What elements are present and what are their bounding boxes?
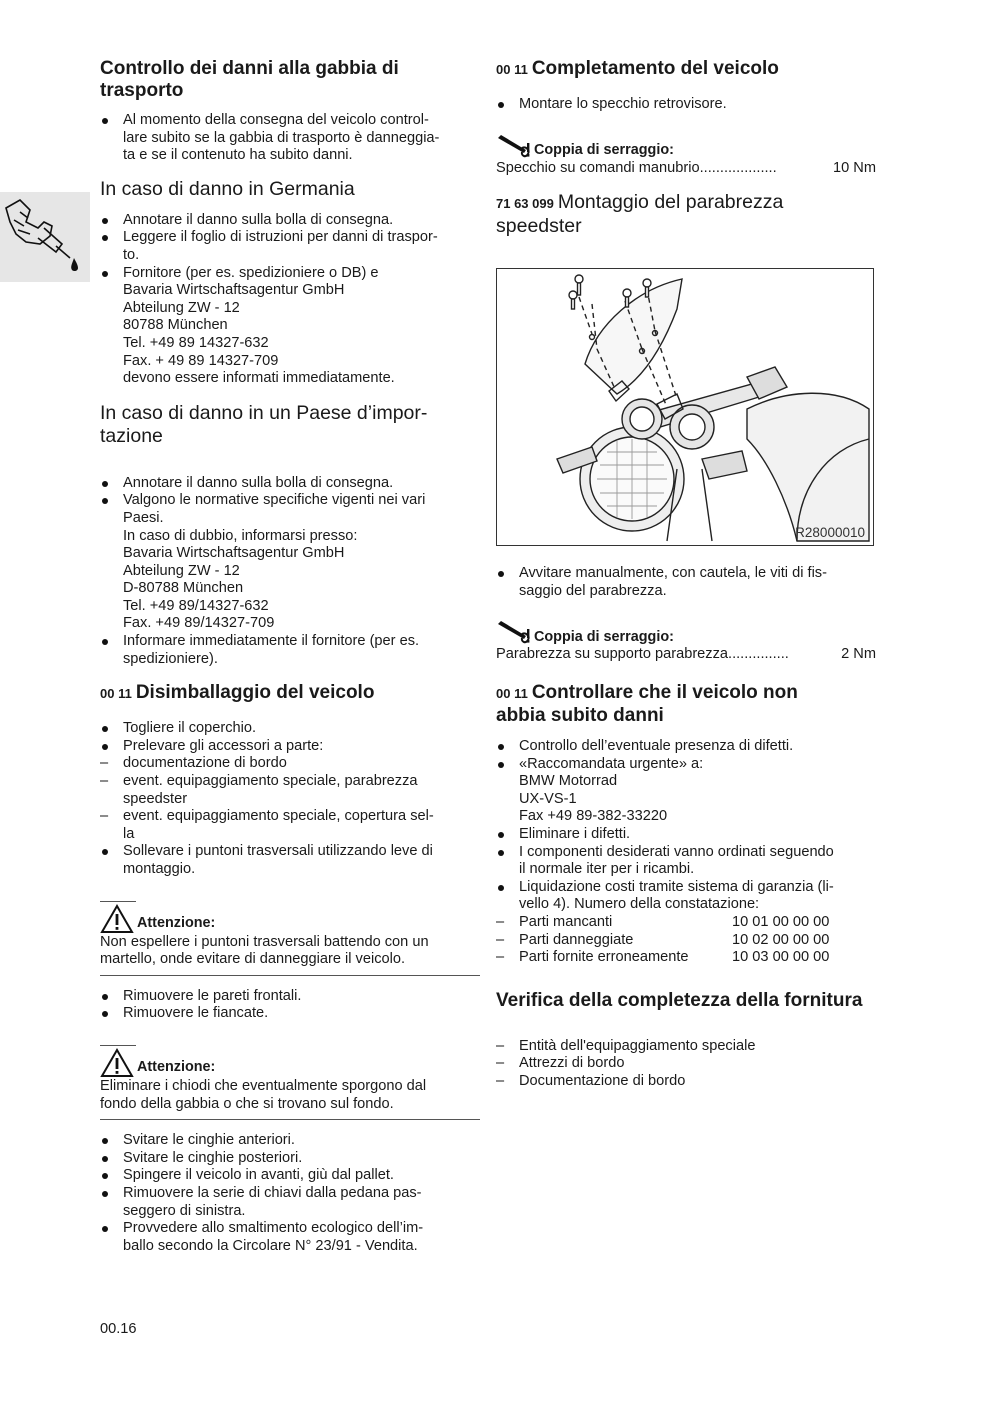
dash-item xyxy=(496,1038,876,1056)
section-code: 00 11 xyxy=(100,686,132,702)
text-line: vello 4). Numero della constatazione: xyxy=(519,896,760,913)
text-line: – event. equipaggiamento speciale, parabrezza xyxy=(123,773,418,790)
windshield-list xyxy=(496,565,876,600)
dash-item xyxy=(100,755,480,773)
list-item xyxy=(496,844,876,879)
text-line: Eliminare i difetti. xyxy=(519,825,631,842)
text-line: In caso di dubbio, informarsi presso: xyxy=(123,527,358,544)
unpacking-list-3 xyxy=(100,1132,480,1255)
text-line: Annotare il danno sulla bolla di consegna. xyxy=(123,474,394,491)
text-line: Spingere il veicolo in avanti, giù dal pallet. xyxy=(123,1167,394,1184)
list-item xyxy=(100,112,480,165)
torque-block xyxy=(496,620,876,664)
import-country-list xyxy=(100,475,480,669)
row-number: 10 02 00 00 00 xyxy=(732,931,830,948)
text-line: Provvedere allo smaltimento ecologico dell’im- xyxy=(123,1220,424,1237)
list-item xyxy=(100,1220,480,1255)
title-line: abbia subito danni xyxy=(496,704,664,726)
torque-block xyxy=(496,134,876,178)
warning-box xyxy=(100,901,480,976)
text-line: Togliere il coperchio. xyxy=(123,720,257,737)
text-line: Montare lo specchio retrovisore. xyxy=(519,96,727,112)
text-line: la xyxy=(123,825,135,842)
torque-value: 2 Nm xyxy=(841,646,876,663)
text-line: Tel. +49 89 14327-632 xyxy=(123,334,269,351)
text-line: lare subito se la gabbia di trasporto è danneggia- xyxy=(123,129,440,146)
text-line: Non espellere i puntoni trasversali battendo con un xyxy=(100,933,429,950)
dash-item xyxy=(496,914,876,932)
text-line: 80788 München xyxy=(123,317,228,334)
dash-item xyxy=(496,1055,876,1073)
section-title-windshield xyxy=(496,191,876,238)
unpacking-list xyxy=(100,720,480,878)
text-line: ta e se il contenuto ha subito danni. xyxy=(123,147,353,164)
text-line: Rimuovere le fiancate. xyxy=(123,1005,269,1022)
row-label: Parti fornite erroneamente xyxy=(519,949,689,966)
list-item xyxy=(100,475,480,493)
warning-box xyxy=(100,1045,480,1120)
row-label: Parti danneggiate xyxy=(519,931,634,948)
warning-triangle-icon xyxy=(100,904,134,934)
section-title-germany: In caso di danno in Germania xyxy=(100,177,355,200)
section-title-damage-check xyxy=(496,682,876,727)
torque-item: Specchio su comandi manubrio xyxy=(496,159,700,176)
dash-item xyxy=(100,808,480,843)
list-item xyxy=(496,756,876,826)
text-line: Fornitore (per es. spedizioniere o DB) e xyxy=(123,264,379,281)
dash-item xyxy=(496,932,876,950)
warning-label: Attenzione: xyxy=(137,1059,216,1076)
windshield-figure xyxy=(496,268,874,546)
title-line: Controllare che il veicolo non xyxy=(531,681,798,703)
text-line: Fax. + 49 89 14327-709 xyxy=(123,352,279,369)
text-line: Svitare le cinghie posteriori. xyxy=(123,1149,303,1166)
warning-label: Attenzione: xyxy=(137,915,216,931)
windshield-mounting-illustration xyxy=(497,269,873,545)
section-code: 00 11 xyxy=(496,685,528,701)
text-line: devono essere informati immediatamente. xyxy=(123,370,395,387)
text-line: Eliminare i chiodi che eventualmente sporgono dal xyxy=(100,1077,427,1094)
section-title-import-country xyxy=(100,402,480,448)
torque-wrench-icon xyxy=(496,134,532,160)
completion-list xyxy=(496,96,876,114)
text-line: martello, onde evitare di danneggiare il veicolo. xyxy=(100,951,406,968)
text-line: speedster xyxy=(123,790,188,807)
torque-row xyxy=(496,646,876,664)
unpacking-list-2 xyxy=(100,988,480,1023)
text-line: – Entità dell'equipaggiamento speciale xyxy=(519,1037,756,1054)
list-item xyxy=(496,826,876,844)
text-line: Annotare il danno sulla bolla di consegna. xyxy=(123,211,394,228)
text-line: seggero di sinistra. xyxy=(123,1202,246,1219)
torque-row xyxy=(496,160,876,178)
text-line: Prelevare gli accessori a parte: xyxy=(123,737,324,754)
text-line: Paesi. xyxy=(123,509,164,526)
row-number: 10 01 00 00 00 xyxy=(732,913,830,930)
list-item xyxy=(100,738,480,756)
text-line: Valgono le normative specifiche vigenti nei vari xyxy=(123,492,426,509)
text-line: fondo della gabbia o che si trovano sul fondo. xyxy=(100,1095,394,1112)
text-line: Rimuovere la serie di chiavi dalla pedana pas- xyxy=(123,1184,422,1201)
section-title-text: Completamento del veicolo xyxy=(531,58,779,79)
text-line: Fax. +49 89/14327-709 xyxy=(123,615,275,632)
text-line: to. xyxy=(123,246,140,263)
list-item xyxy=(100,492,480,633)
text-line: Controllo dell’eventuale presenza di difetti. xyxy=(519,737,794,754)
figure-label: R28000010 xyxy=(795,524,865,540)
text-line: I componenti desiderati vanno ordinati seguendo xyxy=(519,843,834,860)
row-number: 10 03 00 00 00 xyxy=(732,949,830,966)
list-item xyxy=(100,720,480,738)
text-line: Leggere il foglio di istruzioni per danni di traspor- xyxy=(123,229,438,246)
text-line: Informare immediatamente il fornitore (per es. xyxy=(123,633,420,650)
list-item xyxy=(496,879,876,914)
list-item xyxy=(496,738,876,756)
title-line: tazione xyxy=(100,424,163,447)
completeness-list xyxy=(496,1038,876,1091)
list-item xyxy=(100,633,480,668)
list-item xyxy=(100,265,480,388)
torque-label: Coppia di serraggio: xyxy=(534,628,674,645)
page-number: 00.16 xyxy=(100,1321,137,1337)
cage-damage-list xyxy=(100,112,480,165)
hand-oil-can-icon xyxy=(0,192,90,282)
text-line: – Attrezzi di bordo xyxy=(519,1055,625,1072)
leader-dots: ................... xyxy=(699,159,777,176)
torque-label: Coppia di serraggio: xyxy=(534,142,674,158)
text-line: spedizioniere). xyxy=(123,650,218,667)
section-code: 00 11 xyxy=(496,62,528,77)
text-line: «Raccomandata urgente» a: xyxy=(519,755,704,772)
text-line: Liquidazione costi tramite sistema di garanzia (li- xyxy=(519,878,834,895)
text-line: Abteilung ZW - 12 xyxy=(123,299,240,316)
text-line: Tel. +49 89/14327-632 xyxy=(123,597,269,614)
title-line: Montaggio del parabrezza xyxy=(557,191,784,214)
right-column xyxy=(496,58,876,1090)
warning-heading xyxy=(100,904,480,934)
list-item xyxy=(100,229,480,264)
text-line: Fax +49 89-382-33220 xyxy=(519,808,668,825)
warning-heading xyxy=(100,1048,480,1078)
text-line: – Documentazione di bordo xyxy=(519,1072,686,1089)
section-title-cage-damage: Controllo dei danni alla gabbia di trasporto xyxy=(100,58,399,101)
dash-item xyxy=(496,949,876,967)
text-line: – event. equipaggiamento speciale, copertura sel- xyxy=(123,808,434,825)
dash-item xyxy=(496,1073,876,1091)
list-item xyxy=(496,96,876,114)
torque-heading xyxy=(496,620,876,646)
text-line: montaggio. xyxy=(123,861,196,877)
text-line: saggio del parabrezza. xyxy=(519,582,667,599)
row-label: Parti mancanti xyxy=(519,913,613,930)
text-line: Bavaria Wirtschaftsagentur GmbH xyxy=(123,545,345,562)
text-line: Al momento della consegna del veicolo control- xyxy=(123,112,429,128)
list-item xyxy=(100,1150,480,1168)
text-line: Rimuovere le pareti frontali. xyxy=(123,987,302,1004)
section-title-completion xyxy=(496,58,876,81)
section-code: 71 63 099 xyxy=(496,196,554,212)
warning-triangle-icon xyxy=(100,1048,134,1078)
list-item xyxy=(100,988,480,1006)
text-line: BMW Motorrad xyxy=(519,773,618,790)
text-line: Avvitare manualmente, con cautela, le viti di fis- xyxy=(519,565,827,582)
text-line: UX-VS-1 xyxy=(519,790,577,807)
text-line: Abteilung ZW - 12 xyxy=(123,562,240,579)
torque-value: 10 Nm xyxy=(833,159,876,176)
damage-check-list xyxy=(496,738,876,967)
list-item xyxy=(100,212,480,230)
list-item xyxy=(100,1167,480,1185)
section-title-completeness: Verifica della completezza della fornitura xyxy=(496,989,863,1011)
torque-item: Parabrezza su supporto parabrezza xyxy=(496,646,729,663)
germany-list xyxy=(100,212,480,388)
leader-dots: ............... xyxy=(728,646,789,663)
text-line: Svitare le cinghie anteriori. xyxy=(123,1132,295,1149)
torque-wrench-icon xyxy=(496,620,532,646)
section-title-unpacking xyxy=(100,682,480,705)
section-title-text: Disimballaggio del veicolo xyxy=(135,682,375,704)
dash-item xyxy=(100,773,480,808)
list-item xyxy=(100,1005,480,1023)
list-item xyxy=(100,843,480,878)
list-item xyxy=(100,1132,480,1150)
list-item xyxy=(100,1185,480,1220)
text-line: Sollevare i puntoni trasversali utilizzando leve di xyxy=(123,843,433,860)
text-line: – documentazione di bordo xyxy=(123,755,287,772)
left-column xyxy=(100,58,480,1255)
title-line: In caso di danno in un Paese d’impor- xyxy=(100,401,428,424)
title-line: speedster xyxy=(496,215,582,238)
text-line: Bavaria Wirtschaftsagentur GmbH xyxy=(123,282,345,299)
text-line: ballo secondo la Circolare N° 23/91 - Vendita. xyxy=(123,1237,418,1254)
torque-heading xyxy=(496,134,876,160)
list-item xyxy=(496,565,876,600)
text-line: D-80788 München xyxy=(123,580,244,597)
text-line: il normale iter per i ricambi. xyxy=(519,861,695,878)
